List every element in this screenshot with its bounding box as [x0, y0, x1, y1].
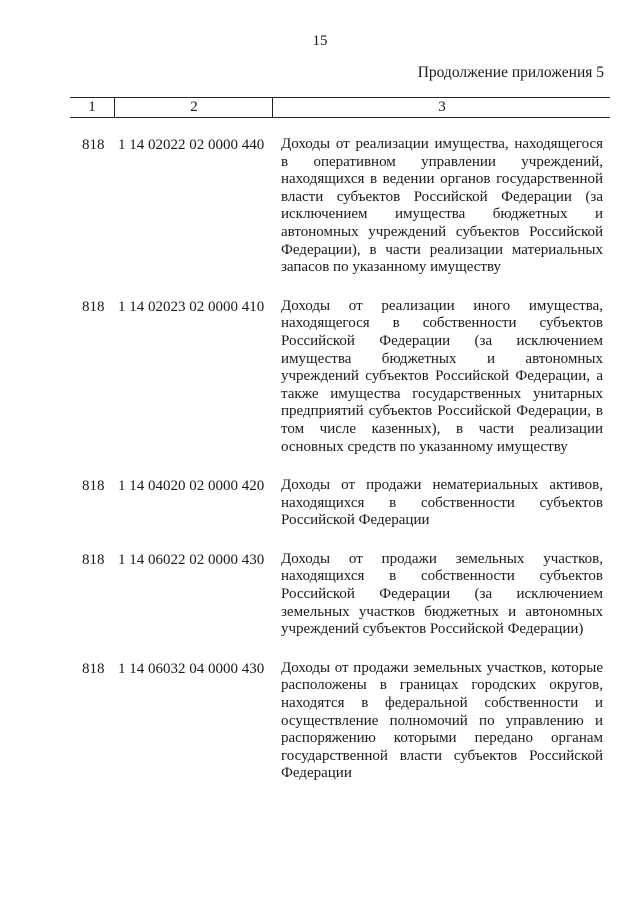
- admin-code: 818: [82, 660, 105, 677]
- income-description: Доходы от реализации имущества, находящегося в оперативном управлении учреждений, находящихся в ведении органов государственной власти субъектов Российской Федерации (за исключением имущества бюджетных и автономных учреждений субъектов Российской Федерации), в части реализации материальных запасов по указанному имуществу: [281, 136, 603, 276]
- admin-code: 818: [82, 298, 105, 315]
- income-description: Доходы от реализации иного имущества, находящегося в собственности субъектов Российской Федерации (за исключением имущества бюджетных и автономных учреждений субъектов Российской Федерации, а также имущества государственных унитарных предприятий субъектов Российской Федерации, в том числе казенных), в части реализации основных средств по указанному имуществу: [281, 297, 603, 455]
- table-header-col-2: 2: [114, 98, 273, 117]
- budget-classification-code: 1 14 02023 02 0000 410: [118, 298, 265, 315]
- table-header-col-3: 3: [272, 98, 611, 117]
- table-row: [0, 477, 640, 530]
- admin-code: 818: [82, 137, 105, 153]
- page-number: 15: [312, 33, 328, 49]
- income-description: Доходы от продажи земельных участков, которые расположены в границах городских округов, находятся в федеральной собственности и осуществление полномочий по управлению и распоряжению которыми передано органам государственной власти субъектов Российской Федерации: [281, 659, 603, 782]
- table-body: [0, 136, 640, 804]
- admin-code: 818: [82, 478, 105, 495]
- income-description: Доходы от продажи нематериальных активов, находящихся в собственности субъектов Российской Федерации: [281, 477, 603, 529]
- budget-classification-code: 1 14 06032 04 0000 430: [118, 660, 265, 677]
- table-row: [0, 551, 640, 639]
- table-header-col-1: 1: [88, 99, 96, 115]
- budget-classification-code: 1 14 06022 02 0000 430: [118, 551, 265, 568]
- table-row: [0, 660, 640, 783]
- table-row: [0, 298, 640, 456]
- admin-code: 818: [82, 551, 105, 568]
- continuation-title: Продолжение приложения 5: [417, 64, 604, 81]
- income-description: Доходы от продажи земельных участков, находящихся в собственности субъектов Российской Федерации (за исключением земельных участков бюджетных и автономных учреждений субъектов Российской Федерации): [281, 550, 603, 638]
- budget-classification-code: 1 14 04020 02 0000 420: [118, 478, 265, 495]
- table-row: [0, 136, 640, 277]
- table-header: [70, 97, 610, 118]
- budget-classification-code: 1 14 02022 02 0000 440: [118, 137, 265, 153]
